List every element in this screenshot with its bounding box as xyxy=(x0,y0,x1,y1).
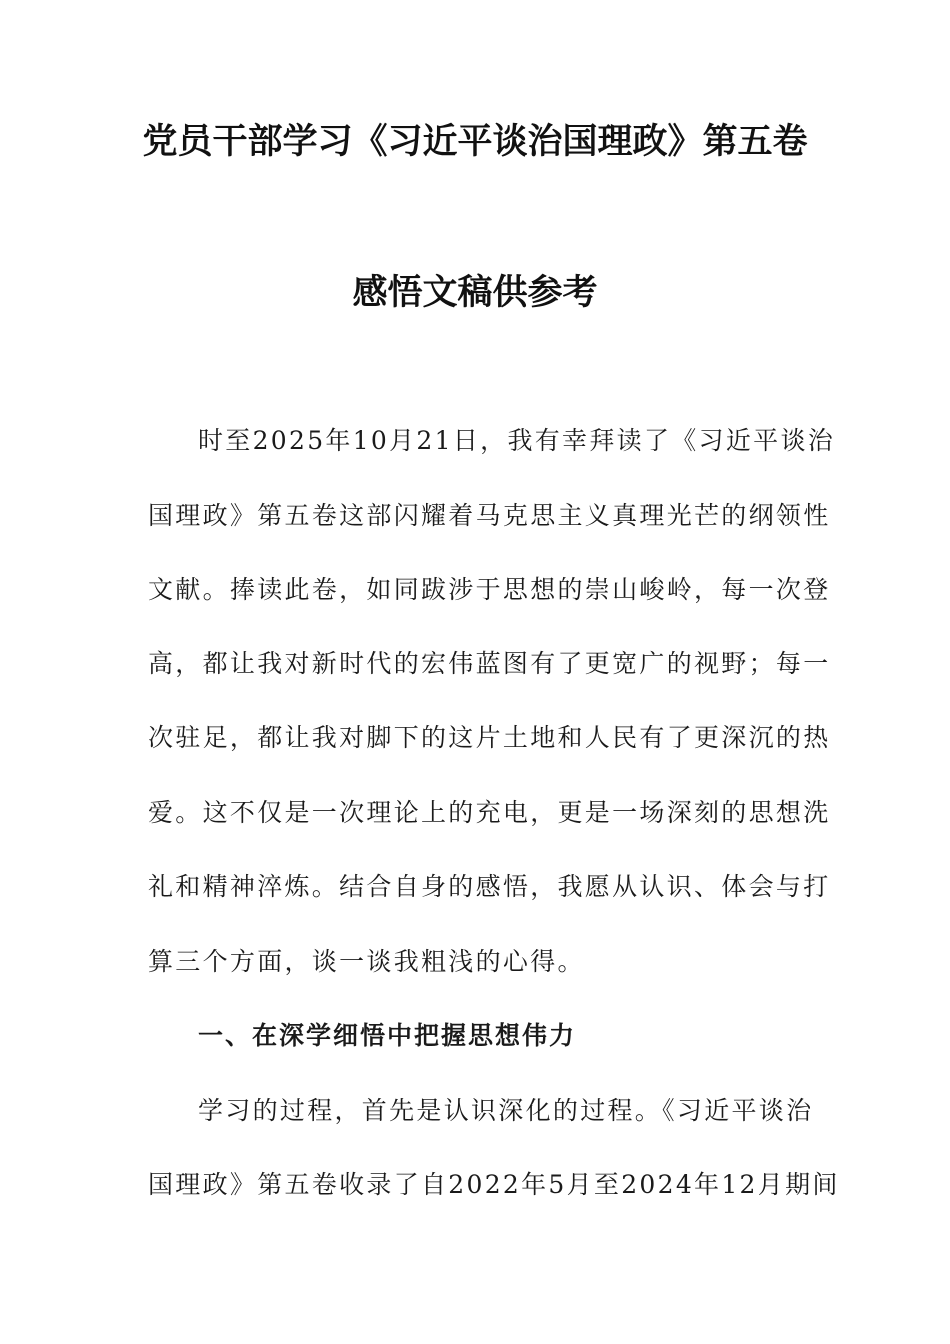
paragraph-line: 国理政》第五卷收录了自2022年5月至2024年12月期间 xyxy=(148,1170,840,1199)
document-title-line-2: 感悟文稿供参考 xyxy=(352,273,598,313)
paragraph-line: 学习的过程，首先是认识深化的过程。《习近平谈治 xyxy=(198,1096,814,1125)
paragraph-line: 文献。捧读此卷，如同跋涉于思想的崇山峻岭，每一次登 xyxy=(148,575,831,604)
paragraph-line: 高，都让我对新时代的宏伟蓝图有了更宽广的视野；每一 xyxy=(148,649,831,678)
paragraph-line: 次驻足，都让我对脚下的这片土地和人民有了更深沉的热 xyxy=(148,723,831,752)
paragraph-line: 时至2025年10月21日，我有幸拜读了《习近平谈治 xyxy=(198,426,836,455)
paragraph-line: 礼和精神淬炼。结合自身的感悟，我愿从认识、体会与打 xyxy=(148,872,831,901)
document-title-line-1: 党员干部学习《习近平谈治国理政》第五卷 xyxy=(142,122,808,162)
paragraph-line: 国理政》第五卷这部闪耀着马克思主义真理光芒的纲领性 xyxy=(148,501,831,530)
section-heading: 一、在深学细悟中把握思想伟力 xyxy=(198,1021,577,1050)
paragraph-line: 算三个方面，谈一谈我粗浅的心得。 xyxy=(148,947,585,976)
paragraph-line: 爱。这不仅是一次理论上的充电，更是一场深刻的思想洗 xyxy=(148,798,831,827)
